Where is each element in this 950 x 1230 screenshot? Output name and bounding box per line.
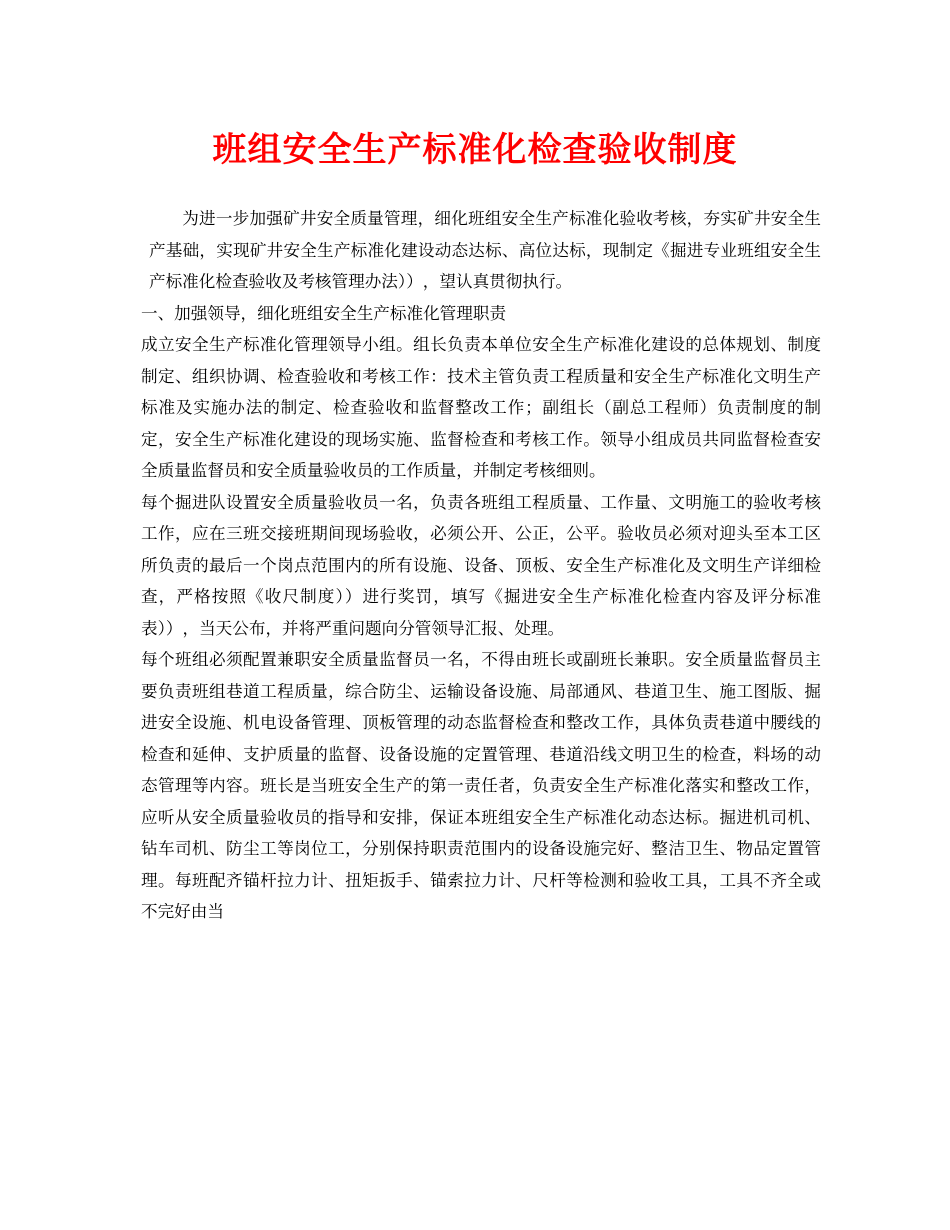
body-paragraph: 成立安全生产标准化管理领导小组。组长负责本单位安全生产标准化建设的总体规划、制度制定、组织协调、检查验收和考核工作：技术主管负责工程质量和安全生产标准化文明生产标准及实施办法的制定、检查验收和监督整改工作；副组长（副总工程师）负责制度的制定，安全生产标准化建设的现场实施、监督检查和考核工作。领导小组成员共同监督检查安全质量监督员和安全质量验收员的工作质量，并制定考核细则。 [141,335,821,480]
section-heading: 一、加强领导，细化班组安全生产标准化管理职责 [141,303,507,323]
body-paragraph: 每个掘进队设置安全质量验收员一名，负责各班组工程质量、工作量、文明施工的验收考核工作，应在三班交接班期间现场验收，必须公开、公正，公平。验收员必须对迎头至本工区所负责的最后一个岗点范围内的所有设施、设备、顶板、安全生产标准化及文明生产详细检查，严格按照《收尺制度））进行奖罚，填写《掘进安全生产标准化检查内容及评分标准表））﻿，当天公布，并将严重问题向分管领导汇报、处理。 [141,492,821,638]
document-body [141,203,821,928]
document-title: 班组安全生产标准化检查验收制度 [212,130,738,170]
body-paragraph: 每个班组必须配置兼职安全质量监督员一名，不得由班长或副班长兼职。安全质量监督员主要负责班组巷道工程质量，综合防尘、运输设备设施、局部通风、巷道卫生、施工图版、掘进安全设施、机电设备管理、顶板管理的动态监督检查和整改工作，具体负责巷道中腰线的检查和延伸、支护质量的监督、设备设施的定置管理、巷道沿线文明卫生的检查，料场的动态管理等内容。班长是当班安全生产的第一责任者，负责安全生产标准化落实和整改工作，应听从安全质量验收员的指导和安排，保证本班组安全生产标准化动态达标。掘进机司机、钻车司机、防尘工等岗位工，分别保持职责范围内的设备设施完好、整洁卫生、物品定置管理。每班配齐锚杆拉力计、扭矩扳手、锚索拉力计、尺杆等检测和验收工具，工具不齐全或不完好由当 [141,650,821,921]
intro-paragraph: 为进一步加强矿井安全质量管理，细化班组安全生产标准化验收考核，夯实矿井安全生产基础，实现矿井安全生产标准化建设动态达标、高位达标，现制定《掘进专业班组安全生产标准化检查验收及考核管理办法））﻿，望认真贯彻执行。 [149,209,821,291]
